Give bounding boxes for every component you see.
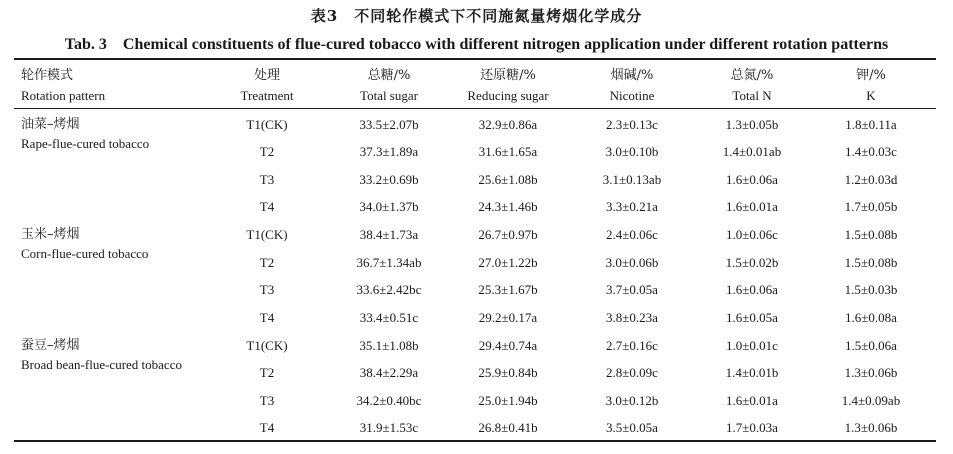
value-cell: 37.3±1.89a [359,144,419,159]
value-cell: 3.5±0.05a [606,420,658,435]
value-cell: 29.2±0.17a [478,310,538,325]
value-cell: 1.5±0.02b [725,255,779,270]
value-cell: 32.9±0.86a [478,117,538,132]
value-cell: 2.3±0.13c [606,117,658,132]
value-cell: 1.4±0.01b [725,365,779,380]
value-cell: 3.0±0.06b [605,255,659,270]
value-cell: 2.8±0.09c [606,365,658,380]
treatment-cell: T3 [259,393,275,408]
value-cell: 31.6±1.65a [478,144,538,159]
header-treatment-en: Treatment [240,88,294,103]
value-cell: 25.3±1.67b [478,282,538,297]
value-cell: 34.0±1.37b [359,199,419,214]
value-cell: 1.6±0.08a [845,310,897,325]
value-cell: 1.3±0.06b [844,420,898,435]
header-rotation-en: Rotation pattern [21,88,106,103]
value-cell: 25.0±1.94b [478,393,538,408]
group-label-cn: 玉米–烤烟 [21,227,80,242]
treatment-cell: T2 [259,365,275,380]
treatment-cell: T1(CK) [246,338,288,353]
treatment-cell: T3 [259,282,275,297]
value-cell: 26.8±0.41b [478,420,538,435]
treatment-cell: T3 [259,172,275,187]
value-cell: 25.9±0.84b [478,365,538,380]
header-total-n-en: Total N [732,88,772,103]
value-cell: 1.5±0.08b [844,255,898,270]
value-cell: 1.5±0.08b [844,227,898,242]
header-treatment-cn: 处理 [253,68,281,83]
value-cell: 3.7±0.05a [606,282,658,297]
treatment-cell: T2 [259,144,275,159]
group-label-en: Rape-flue-cured tobacco [21,136,150,151]
value-cell: 38.4±2.29a [359,365,419,380]
top-rule [14,58,936,60]
value-cell: 3.1±0.13ab [602,172,662,187]
header-rotation-cn: 轮作模式 [21,68,74,83]
header-rule [14,108,936,109]
value-cell: 35.1±1.08b [359,338,419,353]
value-cell: 26.7±0.97b [478,227,538,242]
header-total-sugar-en: Total sugar [360,88,418,103]
value-cell: 1.4±0.01ab [722,144,782,159]
header-nicotine-en: Nicotine [609,88,655,103]
header-reducing-sugar-cn: 还原糖/% [480,68,536,83]
treatment-cell: T2 [259,255,275,270]
value-cell: 3.0±0.10b [605,144,659,159]
table-caption-en: Tab. 3 Chemical constituents of flue-cured tobacco with different nitrogen application under different rotation patterns [64,36,889,53]
header-total-n-cn: 总氮/% [730,68,774,83]
value-cell: 34.2±0.40bc [356,393,422,408]
value-cell: 1.7±0.05b [844,199,898,214]
group-label-cn: 油菜–烤烟 [21,117,80,132]
group-label-en: Broad bean-flue-cured tobacco [21,357,182,372]
header-k-cn: 钾/% [856,68,886,83]
group-label-en: Corn-flue-cured tobacco [21,246,149,261]
value-cell: 2.4±0.06c [606,227,658,242]
value-cell: 3.0±0.12b [605,393,659,408]
value-cell: 1.0±0.06c [726,227,778,242]
value-cell: 27.0±1.22b [478,255,538,270]
value-cell: 1.5±0.03b [844,282,898,297]
value-cell: 33.4±0.51c [359,310,419,325]
value-cell: 1.5±0.06a [845,338,897,353]
value-cell: 1.6±0.06a [726,172,778,187]
value-cell: 2.7±0.16c [606,338,658,353]
value-cell: 3.3±0.21a [606,199,658,214]
table-caption-cn: 表3 不同轮作模式下不同施氮量烤烟化学成分 [310,7,643,25]
treatment-cell: T1(CK) [246,117,288,132]
value-cell: 1.8±0.11a [845,117,897,132]
value-cell: 25.6±1.08b [478,172,538,187]
group-label-cn: 蚕豆–烤烟 [21,338,80,353]
value-cell: 33.2±0.69b [359,172,419,187]
treatment-cell: T4 [259,310,275,325]
header-reducing-sugar-en: Reducing sugar [467,88,549,103]
treatment-cell: T4 [259,420,275,435]
value-cell: 3.8±0.23a [606,310,658,325]
value-cell: 1.6±0.01a [726,199,778,214]
value-cell: 36.7±1.34ab [356,255,422,270]
value-cell: 1.2±0.03d [844,172,898,187]
value-cell: 1.6±0.01a [726,393,778,408]
header-k-en: K [866,88,876,103]
bottom-rule [14,440,936,442]
value-cell: 29.4±0.74a [478,338,538,353]
value-cell: 1.7±0.03a [726,420,778,435]
value-cell: 1.6±0.05a [726,310,778,325]
value-cell: 1.4±0.09ab [841,393,901,408]
value-cell: 33.6±2.42bc [356,282,422,297]
value-cell: 38.4±1.73a [359,227,419,242]
value-cell: 24.3±1.46b [478,199,538,214]
header-total-sugar-cn: 总糖/% [367,68,411,83]
value-cell: 1.3±0.05b [725,117,779,132]
value-cell: 1.3±0.06b [844,365,898,380]
value-cell: 1.4±0.03c [845,144,897,159]
header-nicotine-cn: 烟碱/% [610,68,654,83]
value-cell: 1.0±0.01c [726,338,778,353]
value-cell: 1.6±0.06a [726,282,778,297]
value-cell: 33.5±2.07b [359,117,419,132]
value-cell: 31.9±1.53c [359,420,419,435]
treatment-cell: T4 [259,199,275,214]
treatment-cell: T1(CK) [246,227,288,242]
